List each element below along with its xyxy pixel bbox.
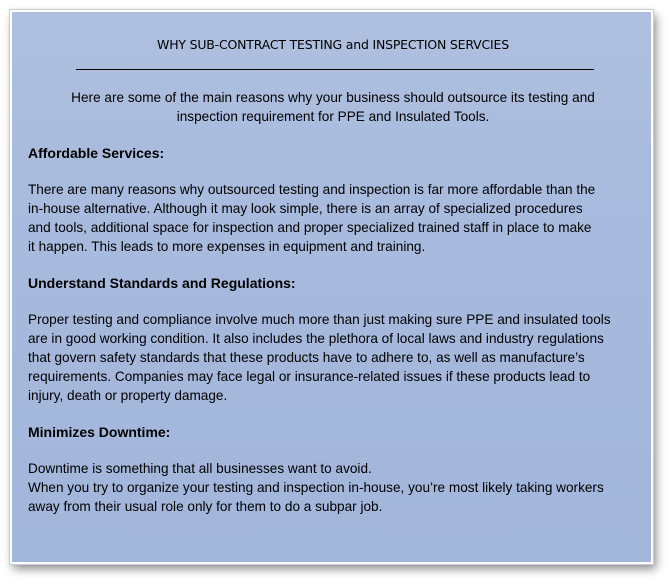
section-heading-standards-regulations: Understand Standards and Regulations: [28, 275, 296, 291]
paragraph-line: Proper testing and compliance involve much more than just making sure PPE and insulated tools [28, 312, 611, 327]
section-paragraph-minimizes-downtime [28, 459, 638, 516]
paragraph-line: Downtime is something that all businesses want to avoid. [28, 461, 372, 476]
paragraph-line: requirements. Companies may face legal or insurance-related issues if these products lead to [28, 369, 591, 384]
section-heading-minimizes-downtime: Minimizes Downtime: [28, 424, 171, 440]
card-title: WHY SUB-CONTRACT TESTING and INSPECTION SERVCIES [157, 37, 509, 52]
paragraph-line: injury, death or property damage. [28, 388, 228, 403]
paragraph-line: There are many reasons why outsourced testing and inspection is far more affordable than the [28, 182, 596, 197]
intro-line: Here are some of the main reasons why your business should outsource its testing and [71, 90, 595, 105]
title-divider [76, 69, 594, 70]
paragraph-line: in-house alternative. Although it may look simple, there is an array of specialized procedures [28, 201, 583, 216]
paragraph-line: it happen. This leads to more expenses in equipment and training. [28, 239, 426, 254]
section-heading-affordable-services: Affordable Services: [28, 145, 165, 161]
intro-paragraph [28, 89, 638, 126]
info-card [10, 10, 653, 564]
paragraph-line: and tools, additional space for inspection and proper specialized trained staff in place to make [28, 220, 592, 235]
paragraph-line: are in good working condition. It also includes the plethora of local laws and industry regulations [28, 331, 604, 346]
section-paragraph-standards-regulations [28, 310, 638, 405]
section-paragraph-affordable-services [28, 180, 638, 256]
paragraph-line: When you try to organize your testing and inspection in-house, you’re most likely taking workers [28, 480, 604, 495]
paragraph-line: that govern safety standards that these products have to adhere to, as well as manufacture’s [28, 350, 585, 365]
intro-line: inspection requirement for PPE and Insulated Tools. [176, 108, 490, 124]
paragraph-line: away from their usual role only for them to do a subpar job. [28, 499, 383, 514]
